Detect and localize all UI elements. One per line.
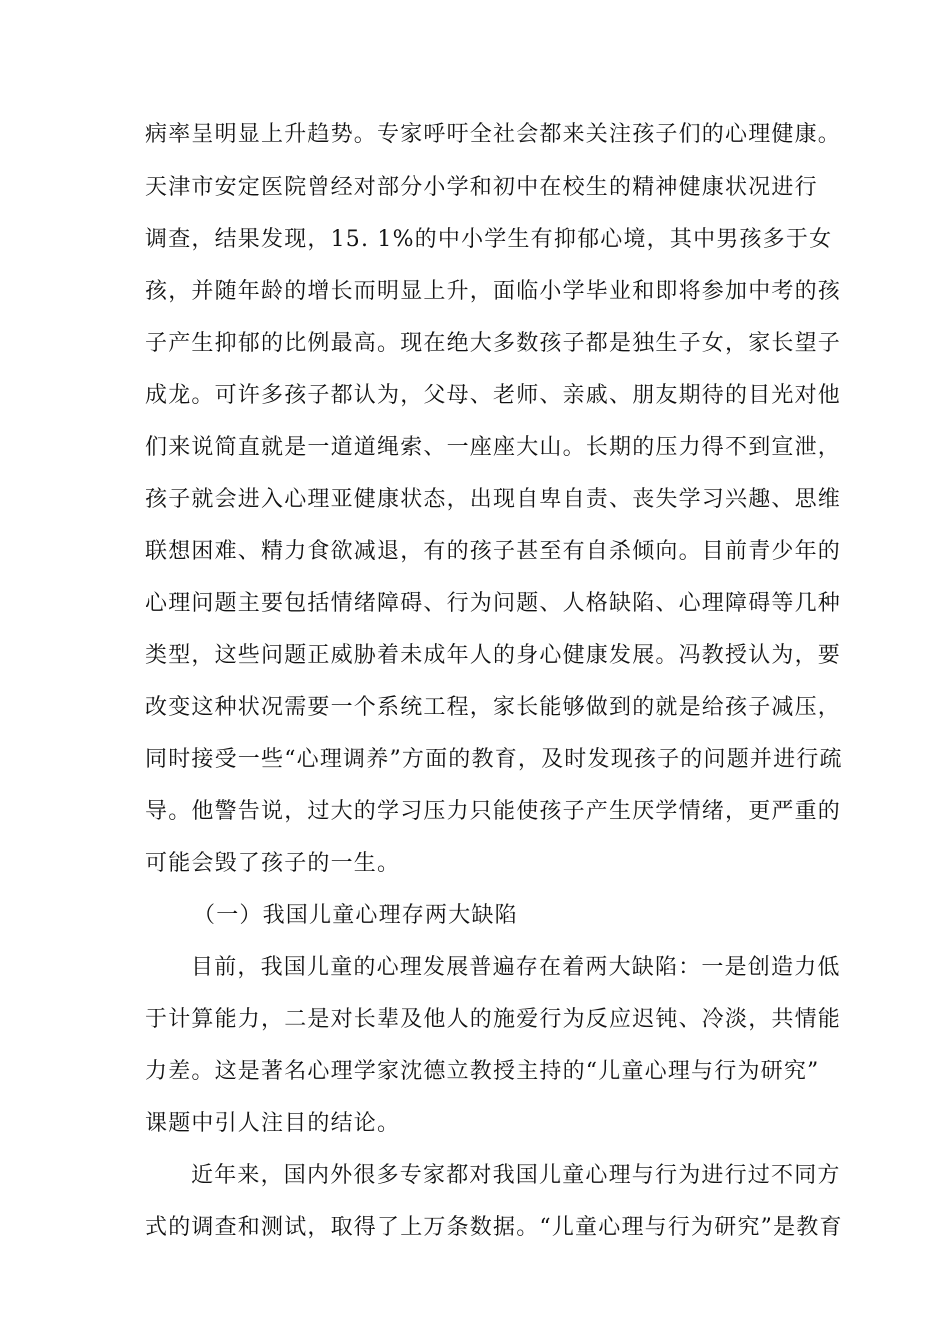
paragraph-line: 目前，我国儿童的心理发展普遍存在着两大缺陷：一是创造力低 — [191, 955, 841, 980]
paragraph-line: 导。他警告说，过大的学习压力只能使孩子产生厌学情绪，更严重的 — [145, 799, 842, 824]
paragraph-line: 们来说简直就是一道道绳索、一座座大山。长期的压力得不到宣泄， — [145, 435, 842, 460]
paragraph-line: 式的调查和测试，取得了上万条数据。“儿童心理与行为研究”是教育 — [145, 1215, 843, 1240]
paragraph-line: 近年来，国内外很多专家都对我国儿童心理与行为进行过不同方 — [191, 1163, 841, 1188]
paragraph-line: 天津市安定医院曾经对部分小学和初中在校生的精神健康状况进行 — [145, 175, 818, 200]
paragraph-line: 类型，这些问题正威胁着未成年人的身心健康发展。冯教授认为，要 — [145, 643, 842, 668]
paragraph-line: 于计算能力，二是对长辈及他人的施爱行为反应迟钝、冷淡，共情能 — [145, 1007, 842, 1032]
paragraph-line: 调查，结果发现，15. 1%的中小学生有抑郁心境，其中男孩多于女 — [145, 227, 833, 252]
paragraph-line: 可能会毁了孩子的一生。 — [145, 851, 401, 876]
paragraph-line: 心理问题主要包括情绪障碍、行为问题、人格缺陷、心理障碍等几种 — [145, 591, 842, 616]
paragraph-line: 联想困难、精力食欲减退，有的孩子甚至有自杀倾向。目前青少年的 — [145, 539, 842, 564]
paragraph-line: 病率呈明显上升趋势。专家呼吁全社会都来关注孩子们的心理健康。 — [145, 122, 842, 147]
paragraph-line: 课题中引人注目的结论。 — [145, 1111, 401, 1136]
paragraph-line: 孩子就会进入心理亚健康状态，出现自卑自责、丧失学习兴趣、思维 — [145, 487, 842, 512]
paragraph-line: 成龙。可许多孩子都认为，父母、老师、亲戚、朋友期待的目光对他 — [145, 383, 842, 408]
section-heading: （一）我国儿童心理存两大缺陷 — [193, 903, 518, 928]
paragraph-line: 改变这种状况需要一个系统工程，家长能够做到的就是给孩子减压， — [145, 695, 842, 720]
paragraph-line: 孩，并随年龄的增长而明显上升，面临小学毕业和即将参加中考的孩 — [145, 279, 842, 304]
paragraph-line: 子产生抑郁的比例最高。现在绝大多数孩子都是独生子女，家长望子 — [145, 331, 842, 356]
paragraph-line: 同时接受一些“心理调养”方面的教育，及时发现孩子的问题并进行疏 — [145, 747, 843, 772]
paragraph-line: 力差。这是著名心理学家沈德立教授主持的“儿童心理与行为研究” — [145, 1059, 820, 1084]
